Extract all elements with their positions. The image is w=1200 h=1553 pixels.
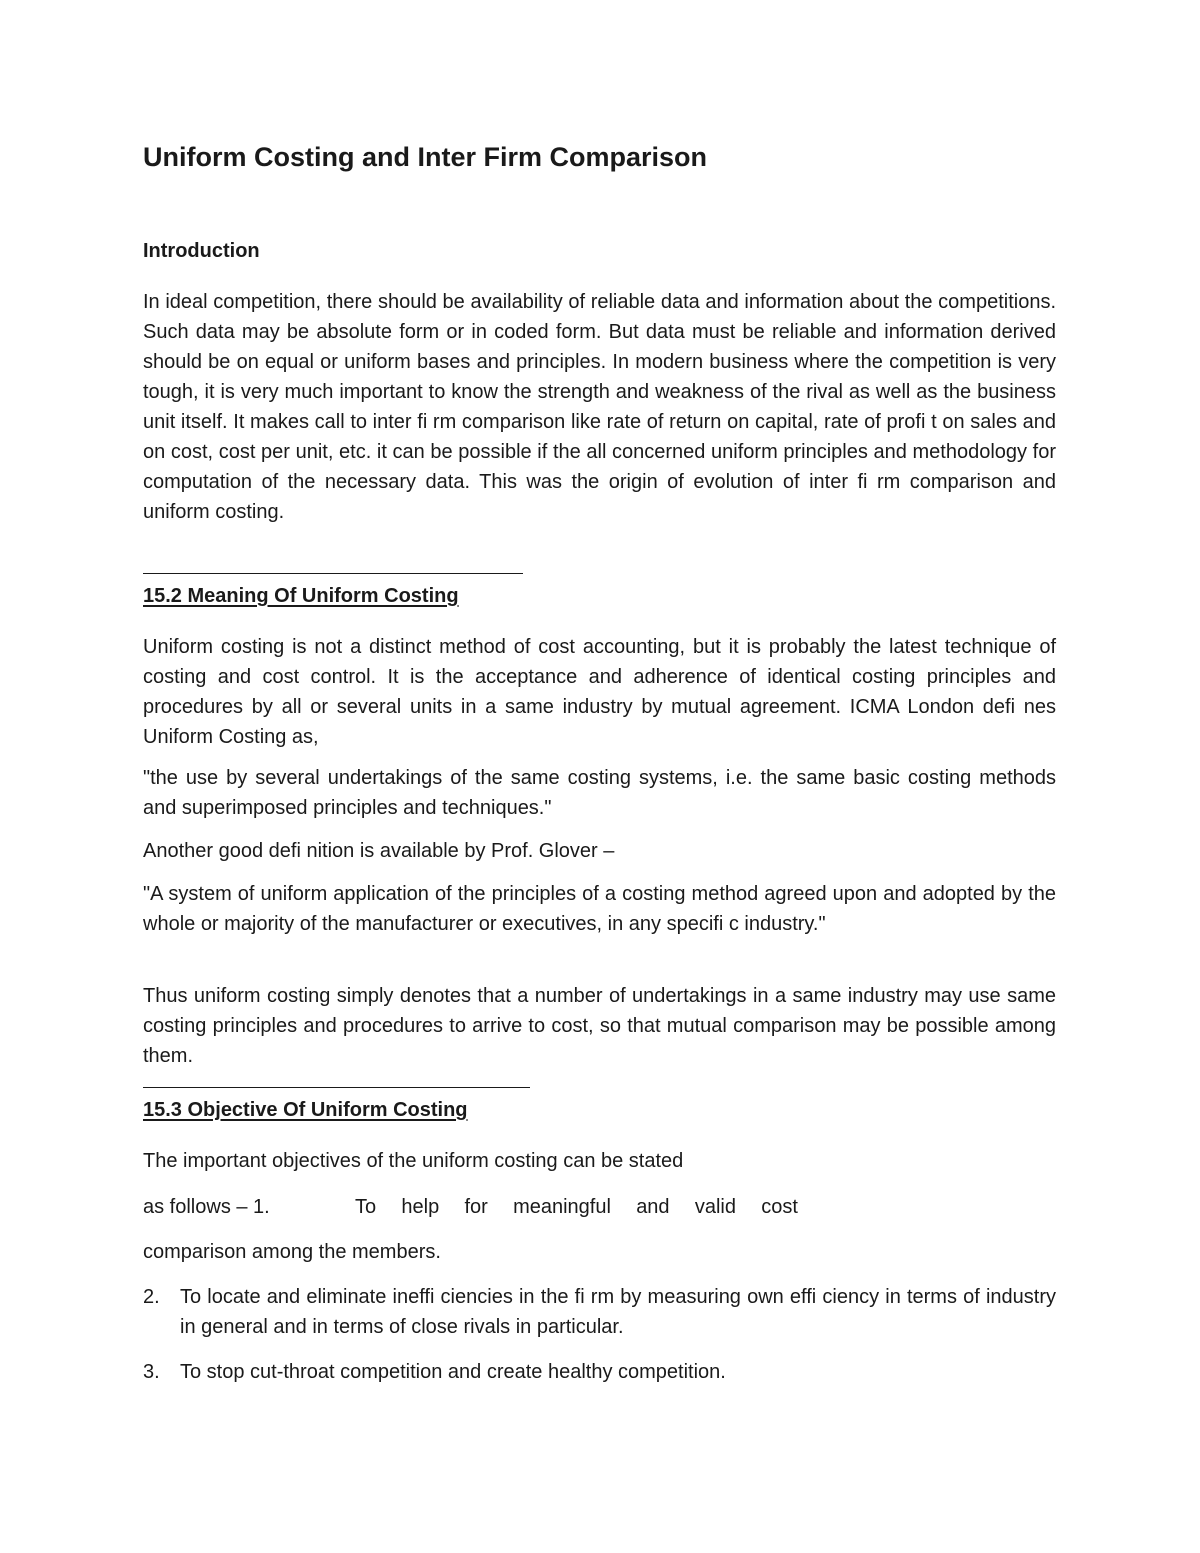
objective-1-word: valid (694, 1196, 736, 1218)
objective-item-text: To locate and eliminate ineffi ciencies in the fi rm by measuring own effi ciency in terms of industry in general and in terms of close rivals in particular. (180, 1286, 1056, 1338)
objective-item-3 (143, 1357, 1056, 1387)
objective-1-word: for (464, 1196, 488, 1218)
objective-item-text: To stop cut-throat competition and create healthy competition. (180, 1361, 726, 1383)
document-title: Uniform Costing and Inter Firm Comparison (143, 142, 708, 172)
section-15-2-paragraph-1: Uniform costing is not a distinct method of cost accounting, but it is probably the latest technique of costing and cost control. It is the acceptance and adherence of identical costing principles and procedures by all or several units in a same industry by mutual agreement. ICMA London defi nes Uniform Costing as, (143, 636, 1056, 748)
objective-1-word: help (401, 1196, 440, 1218)
objective-1-word: To (355, 1196, 377, 1218)
section-divider-2 (143, 1087, 530, 1088)
objective-1-prefix: as follows – 1. (143, 1196, 270, 1218)
section-divider-1 (143, 573, 523, 574)
introduction-paragraph: In ideal competition, there should be availability of reliable data and information about the competitions. Such data may be absolute form or in coded form. But data must be reliable and information derived should be on equal or uniform bases and principles. In modern business where the competition is very tough, it is very much important to know the strength and weakness of the rival as well as the business unit itself. It makes call to inter fi rm comparison like rate of return on capital, rate of profi t on sales and on cost, cost per unit, etc. it can be possible if the all concerned uniform principles and methodology for computation of the necessary data. This was the origin of evolution of inter fi rm comparison and uniform costing. (143, 291, 1056, 523)
objective-1-word: meaningful (513, 1196, 611, 1218)
section-15-2-heading: 15.2 Meaning Of Uniform Costing (143, 585, 459, 607)
objective-item-number: 2. (143, 1286, 160, 1308)
objectives-intro-line: The important objectives of the uniform costing can be stated (143, 1150, 684, 1172)
objective-1-line (143, 1192, 798, 1222)
section-15-2-paragraph-glover: Another good defi nition is available by Prof. Glover – (143, 840, 615, 862)
objective-1-word: and (636, 1196, 670, 1218)
section-15-3-heading: 15.3 Objective Of Uniform Costing (143, 1099, 468, 1121)
section-15-2-paragraph-summary: Thus uniform costing simply denotes that a number of undertakings in a same industry may use same costing principles and procedures to arrive to cost, so that mutual comparison may be possible among them. (143, 985, 1056, 1067)
objective-item-number: 3. (143, 1361, 160, 1383)
section-15-2-quote-glover: "A system of uniform application of the principles of a costing method agreed upon and adopted by the whole or majority of the manufacturer or executives, in any specifi c industry." (143, 883, 1056, 935)
objective-1-continuation: comparison among the members. (143, 1241, 441, 1263)
introduction-heading: Introduction (143, 240, 260, 262)
section-15-2-quote-icma: "the use by several undertakings of the same costing systems, i.e. the same basic costing methods and superimposed principles and techniques." (143, 767, 1056, 819)
objective-item-2 (143, 1282, 1056, 1342)
objective-1-word: cost (761, 1196, 798, 1218)
